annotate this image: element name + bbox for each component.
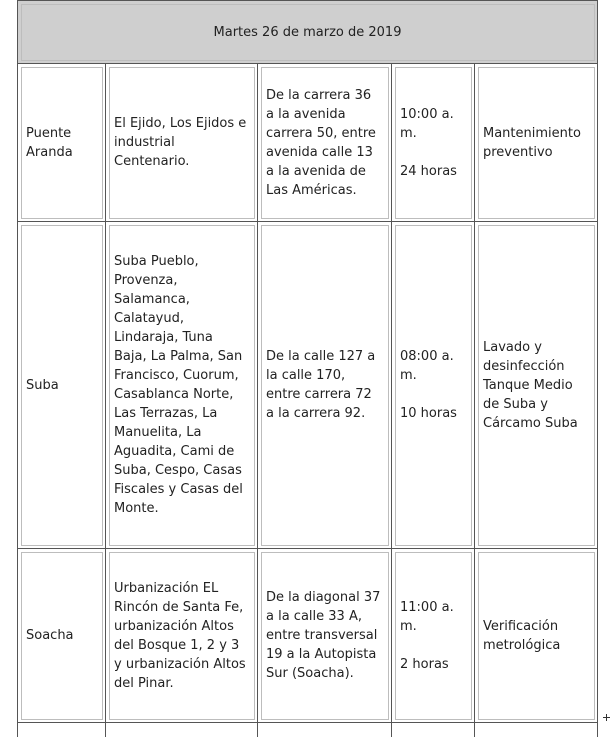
area-cell: De la carrera 36 a la avenida carrera 50, entre avenida calle 13 a la avenida de Las Américas.: [258, 64, 392, 222]
empty-cell: [18, 723, 106, 737]
time-cell: [392, 549, 475, 723]
area-cell: De la diagonal 37 a la calle 33 A, entre transversal 19 a la Autopista Sur (Soacha).: [258, 549, 392, 723]
table-row-partial: [18, 723, 598, 737]
date-header-row: [18, 1, 598, 64]
reason-cell: Mantenimiento preventivo: [475, 64, 598, 222]
locality-cell: Suba: [18, 222, 106, 549]
date-header: Martes 26 de marzo de 2019: [18, 1, 598, 64]
empty-cell: [106, 723, 258, 737]
area-cell: De la calle 127 a la calle 170, entre carrera 72 a la carrera 92.: [258, 222, 392, 549]
resize-crosshair-icon-vertical: [606, 714, 607, 721]
schedule-container: [17, 0, 597, 737]
start-time: 10:00 a. m.: [400, 105, 466, 143]
time-spacer: [400, 636, 466, 655]
table-row: [18, 64, 598, 222]
empty-cell: [392, 723, 475, 737]
time-spacer: [400, 385, 466, 404]
time-spacer: [400, 143, 466, 162]
time-cell: [392, 64, 475, 222]
locality-cell: Soacha: [18, 549, 106, 723]
locality-cell: Puente Aranda: [18, 64, 106, 222]
duration: 24 horas: [400, 162, 466, 181]
time-cell: [392, 222, 475, 549]
table-row: [18, 549, 598, 723]
water-cut-schedule-table: [17, 0, 598, 737]
neighborhoods-cell: Suba Pueblo, Provenza, Salamanca, Calatayud, Lindaraja, Tuna Baja, La Palma, San Francisco, Cuorum, Casablanca Norte, Las Terrazas, La Manuelita, La Aguadita, Cami de Suba, Cespo, Casas Fiscales y Casas del Monte.: [106, 222, 258, 549]
neighborhoods-cell: Urbanización EL Rincón de Santa Fe, urbanización Altos del Bosque 1, 2 y 3 y urbanización Altos del Pinar.: [106, 549, 258, 723]
empty-cell: [258, 723, 392, 737]
start-time: 11:00 a. m.: [400, 598, 466, 636]
neighborhoods-cell: El Ejido, Los Ejidos e industrial Centenario.: [106, 64, 258, 222]
table-row: [18, 222, 598, 549]
reason-cell: Verificación metrológica: [475, 549, 598, 723]
reason-cell: Lavado y desinfección Tanque Medio de Suba y Cárcamo Suba: [475, 222, 598, 549]
empty-cell: [475, 723, 598, 737]
start-time: 08:00 a. m.: [400, 347, 466, 385]
duration: 2 horas: [400, 655, 466, 674]
duration: 10 horas: [400, 404, 466, 423]
